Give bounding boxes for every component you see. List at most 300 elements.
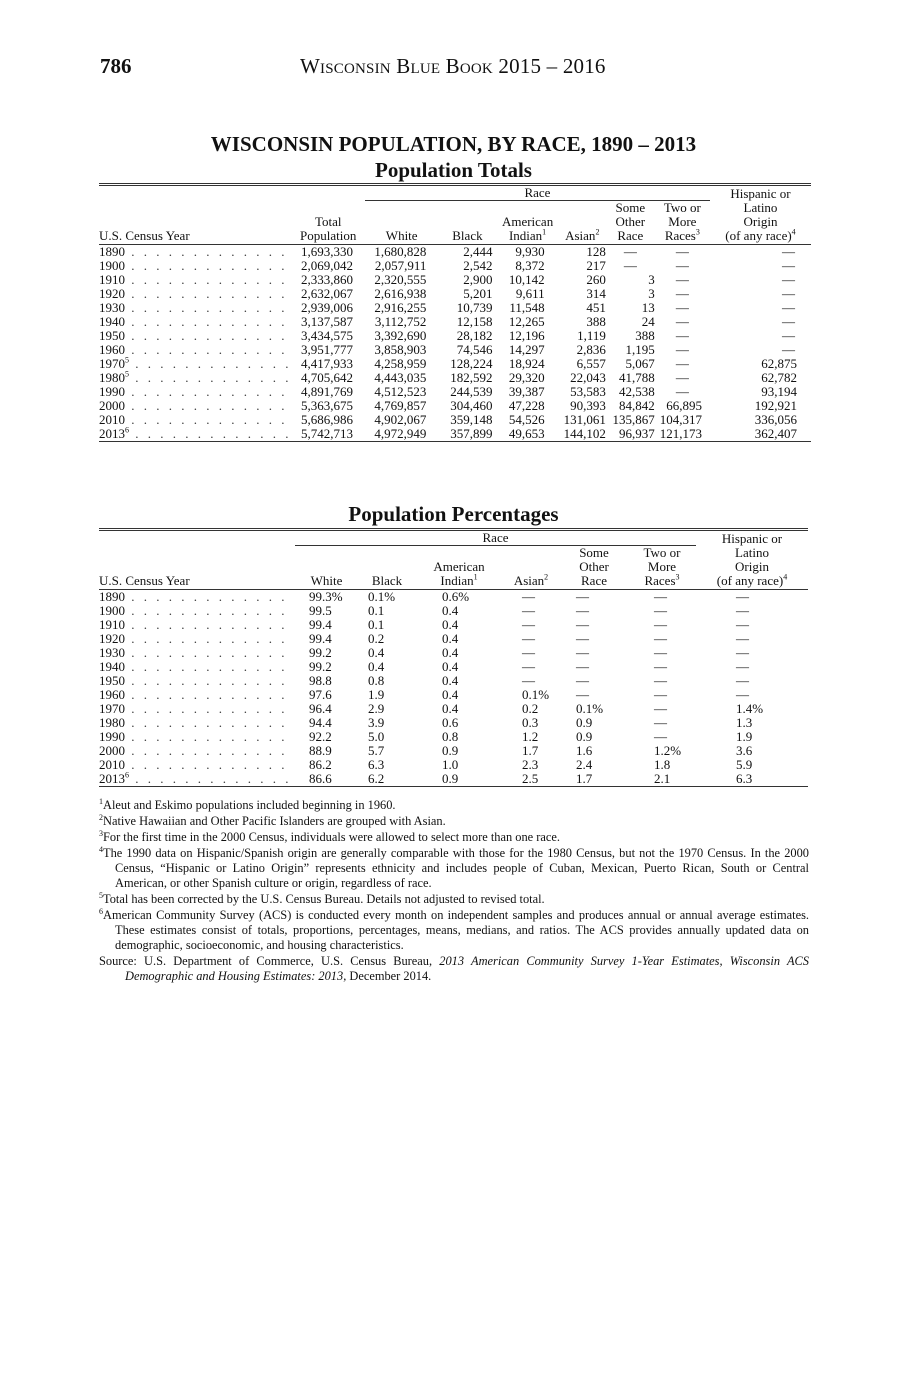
running-title-text: Wisconsin Blue Book 2015 – 2016	[300, 54, 606, 78]
pct-cell-hisp: —	[736, 645, 749, 660]
cell-other: 24	[641, 314, 655, 329]
cell-asian: 314	[586, 286, 606, 301]
cell-two: —	[675, 258, 689, 273]
totals-year-cell: 1900 . . . . . . . . . . . . .	[99, 258, 288, 273]
table-row	[99, 674, 808, 688]
pct-cell-amind: 0.4	[442, 673, 459, 688]
cell-other: 135,867	[612, 412, 655, 427]
footnote-3: $^3$For the first time in the 2000 Census, individuals were allowed to select more than one race.	[99, 828, 560, 844]
table-row	[99, 646, 808, 660]
pct-hisp-header-1: Hispanic or	[721, 530, 783, 546]
table-row	[99, 618, 808, 632]
footnotes	[99, 798, 809, 985]
pct-cell-other: 0.1%	[576, 701, 604, 716]
pct-cell-hisp: 3.6	[736, 743, 753, 758]
cell-white: 4,258,959	[374, 356, 427, 371]
pct-cell-asian: 1.2	[522, 729, 539, 744]
cell-hisp: —	[782, 314, 795, 329]
pct-cell-asian: —	[522, 603, 535, 618]
cell-hisp: 362,407	[754, 426, 797, 441]
cell-amind: 47,228	[508, 398, 545, 413]
cell-total: 3,434,575	[300, 328, 353, 343]
pct-cell-asian: —	[522, 673, 535, 688]
cell-other: 84,842	[619, 398, 655, 413]
cell-total: 4,705,642	[300, 370, 353, 385]
cell-black: 128,224	[450, 356, 493, 371]
pct-year-cell: 1900 . . . . . . . . . . . . .	[99, 603, 288, 618]
pct-two-header-2: More	[647, 559, 677, 574]
cell-black: 74,546	[456, 342, 493, 357]
cell-hisp: 93,194	[761, 384, 797, 399]
cell-total: 3,951,777	[300, 342, 353, 357]
pct-cell-two: —	[654, 701, 667, 716]
table-row	[99, 259, 811, 273]
other-header-3: Race	[606, 229, 655, 245]
pct-cell-amind: 0.4	[442, 645, 459, 660]
cell-white: 2,916,255	[374, 300, 427, 315]
population-percentages-table	[99, 528, 808, 787]
pct-cell-hisp: 6.3	[736, 771, 753, 786]
cell-hisp: —	[782, 286, 795, 301]
pct-cell-white: 86.2	[309, 757, 332, 772]
pct-cell-asian: —	[522, 589, 535, 604]
pct-year-cell: 1980 . . . . . . . . . . . . .	[99, 715, 288, 730]
cell-other: 96,937	[619, 426, 655, 441]
totals-year-cell: 1960 . . . . . . . . . . . . .	[99, 342, 288, 357]
table-row	[99, 744, 808, 758]
cell-total: 4,417,933	[300, 356, 353, 371]
totals-year-cell: 1910 . . . . . . . . . . . . .	[99, 272, 288, 287]
cell-white: 4,512,523	[374, 384, 427, 399]
pct-cell-white: 94.4	[309, 715, 332, 730]
footnote-1: $^1$Aleut and Eskimo populations included beginning in 1960.	[99, 796, 396, 812]
other-header-1: Some	[615, 200, 646, 215]
cell-asian: 90,393	[570, 398, 606, 413]
table-row	[99, 772, 808, 787]
totals-year-cell: 1970$^5$ . . . . . . . . . . . . .	[99, 355, 292, 371]
pct-cell-white: 98.8	[309, 673, 332, 688]
pct-cell-hisp: 1.3	[736, 715, 753, 730]
cell-total: 2,939,006	[300, 300, 353, 315]
footnote-2: $^2$Native Hawaiian and Other Pacific Islanders are grouped with Asian.	[99, 812, 446, 828]
cell-amind: 14,297	[508, 342, 545, 357]
pct-other-header-3: Race	[560, 574, 628, 590]
cell-black: 244,539	[450, 384, 493, 399]
pct-cell-white: 99.2	[309, 645, 332, 660]
cell-total: 2,069,042	[300, 258, 353, 273]
cell-total: 1,693,330	[300, 244, 353, 259]
table-row	[99, 385, 811, 399]
pct-cell-white: 86.6	[309, 771, 332, 786]
pct-cell-two: —	[654, 687, 667, 702]
pct-cell-white: 88.9	[309, 743, 332, 758]
pct-black-header: Black	[358, 574, 416, 590]
total-header-1: Total	[314, 214, 342, 229]
totals-year-cell: 1920 . . . . . . . . . . . . .	[99, 286, 288, 301]
cell-two: —	[675, 286, 689, 301]
table-row	[99, 301, 811, 315]
pct-cell-two: —	[654, 715, 667, 730]
pct-cell-asian: —	[522, 617, 535, 632]
cell-other: 42,538	[619, 384, 655, 399]
pct-cell-black: 6.3	[368, 757, 385, 772]
cell-asian: 144,102	[563, 426, 606, 441]
cell-other: 388	[635, 328, 655, 343]
pct-cell-asian: —	[522, 631, 535, 646]
pct-cell-white: 99.3%	[309, 589, 343, 604]
cell-hisp: —	[782, 342, 795, 357]
table-row	[99, 399, 811, 413]
cell-black: 2,900	[463, 272, 493, 287]
cell-two: —	[675, 300, 689, 315]
pct-other-header-2: Other	[579, 559, 609, 574]
cell-white: 4,769,857	[374, 398, 427, 413]
pct-cell-hisp: —	[736, 589, 749, 604]
pct-cell-black: 0.4	[368, 645, 385, 660]
cell-asian: 260	[586, 272, 606, 287]
pct-cell-hisp: —	[736, 617, 749, 632]
table-row	[99, 343, 811, 357]
pct-cell-asian: 0.2	[522, 701, 539, 716]
cell-two: 104,317	[659, 412, 702, 427]
pct-two-header-3: Races$^3$	[628, 574, 696, 590]
cell-asian: 1,119	[577, 328, 606, 343]
cell-hisp: —	[782, 258, 795, 273]
cell-white: 4,443,035	[374, 370, 427, 385]
pct-cell-black: 0.1%	[368, 589, 396, 604]
table-row	[99, 758, 808, 772]
pct-cell-other: 0.9	[576, 715, 593, 730]
total-header-2: Population	[292, 229, 365, 245]
pct-cell-black: 5.0	[368, 729, 385, 744]
totals-year-cell: 1940 . . . . . . . . . . . . .	[99, 314, 288, 329]
pct-two-header-1: Two or	[643, 545, 681, 560]
hisp-header-4: (of any race)$^4$	[710, 229, 811, 245]
totals-year-cell: 1990 . . . . . . . . . . . . .	[99, 384, 288, 399]
cell-amind: 12,196	[508, 328, 545, 343]
cell-hisp: —	[782, 272, 795, 287]
table-row	[99, 604, 808, 618]
pct-year-cell: 1990 . . . . . . . . . . . . .	[99, 729, 288, 744]
cell-amind: 9,611	[515, 286, 545, 301]
pct-cell-amind: 0.4	[442, 701, 459, 716]
cell-asian: 388	[586, 314, 606, 329]
pct-cell-amind: 0.4	[442, 603, 459, 618]
table-row	[99, 590, 808, 605]
cell-amind: 29,320	[508, 370, 545, 385]
pct-year-cell: 1890 . . . . . . . . . . . . .	[99, 589, 288, 604]
pct-year-cell: 1970 . . . . . . . . . . . . .	[99, 701, 288, 716]
cell-asian: 217	[586, 258, 606, 273]
cell-other: 41,788	[619, 370, 655, 385]
footnote-4: $^4$The 1990 data on Hispanic/Spanish origin are generally comparable with those for the 1980 Census, but not the 1970 Census. In the 2000 Census, “Hispanic or Latino Origin” represents ethnicity and includes people of Cuban, Mexican, Puerto Rican, South or Central American, or other Spanish culture or origin, regardless of race.	[99, 844, 809, 890]
pct-cell-amind: 1.0	[442, 757, 459, 772]
cell-other: 13	[641, 300, 655, 315]
cell-white: 3,858,903	[374, 342, 427, 357]
hisp-header-3: Origin	[743, 214, 778, 229]
cell-two: —	[675, 328, 689, 343]
cell-black: 357,899	[450, 426, 493, 441]
pct-cell-amind: 0.9	[442, 743, 459, 758]
pct-cell-white: 92.2	[309, 729, 332, 744]
cell-black: 182,592	[450, 370, 493, 385]
pct-cell-asian: —	[522, 659, 535, 674]
hisp-header-1: Hispanic or	[730, 185, 791, 201]
cell-white: 3,392,690	[374, 328, 427, 343]
pct-hisp-header-2: Latino	[735, 545, 769, 560]
cell-black: 2,444	[463, 244, 493, 259]
cell-two: —	[675, 272, 689, 287]
footnote-6: $^6$American Community Survey (ACS) is conducted every month on independent samples and produces annual or annual average estimates. These estimates consist of totals, proportions, percentages, means, medians, and ratios. The ACS provides annually updated data on demographic, socioeconomic, and housing characteristics.	[99, 906, 809, 952]
population-totals-table	[99, 183, 811, 442]
pct-cell-amind: 0.4	[442, 659, 459, 674]
pct-cell-hisp: —	[736, 603, 749, 618]
pct-year-cell: 2000 . . . . . . . . . . . . .	[99, 743, 288, 758]
pct-cell-other: 0.9	[576, 729, 593, 744]
pct-cell-amind: 0.6%	[442, 589, 470, 604]
cell-hisp: 62,782	[761, 370, 797, 385]
pct-cell-two: —	[654, 659, 667, 674]
cell-asian: 131,061	[563, 412, 606, 427]
cell-amind: 39,387	[508, 384, 545, 399]
pct-amind-header-1: American	[433, 559, 485, 574]
cell-hisp: 62,875	[761, 356, 797, 371]
pct-year-cell: 1920 . . . . . . . . . . . . .	[99, 631, 288, 646]
pct-cell-other: —	[576, 659, 589, 674]
cell-hisp: 192,921	[754, 398, 797, 413]
cell-total: 5,742,713	[300, 426, 353, 441]
pct-cell-black: 2.9	[368, 701, 385, 716]
pct-cell-two: 1.2%	[654, 743, 682, 758]
totals-title: Population Totals	[375, 158, 532, 182]
two-header-2: More	[668, 214, 697, 229]
table-row	[99, 730, 808, 744]
pct-cell-amind: 0.9	[442, 771, 459, 786]
cell-amind: 54,526	[508, 412, 545, 427]
pct-cell-other: —	[576, 617, 589, 632]
cell-other: 3	[648, 272, 655, 287]
cell-black: 10,739	[456, 300, 493, 315]
percentages-title: Population Percentages	[348, 502, 559, 526]
cell-black: 28,182	[456, 328, 493, 343]
pct-asian-header: Asian$^2$	[502, 574, 560, 590]
pct-cell-two: —	[654, 631, 667, 646]
pct-hisp-header-4: (of any race)$^4$	[696, 574, 808, 590]
table-row	[99, 315, 811, 329]
pct-hisp-header-3: Origin	[735, 559, 769, 574]
totals-year-cell: 2010 . . . . . . . . . . . . .	[99, 412, 288, 427]
pct-cell-white: 99.4	[309, 617, 332, 632]
pct-other-header-1: Some	[579, 545, 609, 560]
pct-year-cell: 1930 . . . . . . . . . . . . .	[99, 645, 288, 660]
two-header-3: Races$^3$	[655, 229, 710, 245]
cell-white: 1,680,828	[374, 244, 427, 259]
pct-cell-two: 1.8	[654, 757, 671, 772]
pct-cell-black: 0.1	[368, 603, 385, 618]
cell-other: 1,195	[625, 342, 655, 357]
cell-amind: 11,548	[509, 300, 545, 315]
cell-two: —	[675, 314, 689, 329]
pct-cell-hisp: 1.4%	[736, 701, 764, 716]
cell-black: 2,542	[463, 258, 493, 273]
pct-cell-white: 97.6	[309, 687, 332, 702]
asian-header: Asian$^2$	[559, 229, 606, 245]
pct-white-header: White	[295, 574, 358, 590]
cell-amind: 9,930	[515, 244, 545, 259]
hisp-header-2: Latino	[743, 200, 778, 215]
table-row	[99, 287, 811, 301]
pct-cell-other: —	[576, 673, 589, 688]
totals-year-cell: 1980$^5$ . . . . . . . . . . . . .	[99, 369, 292, 385]
pct-cell-other: —	[576, 687, 589, 702]
table-row	[99, 660, 808, 674]
cell-asian: 53,583	[570, 384, 606, 399]
cell-black: 12,158	[456, 314, 493, 329]
cell-other: 3	[648, 286, 655, 301]
pct-cell-two: —	[654, 729, 667, 744]
table-row	[99, 632, 808, 646]
pct-cell-black: 0.2	[368, 631, 385, 646]
cell-total: 2,333,860	[300, 272, 353, 287]
pct-cell-asian: 2.3	[522, 757, 539, 772]
pct-cell-black: 6.2	[368, 771, 385, 786]
pct-cell-other: —	[576, 631, 589, 646]
main-title: WISCONSIN POPULATION, BY RACE, 1890 – 2013	[210, 132, 697, 156]
table-row	[99, 716, 808, 730]
running-title	[300, 54, 606, 79]
pct-cell-amind: 0.4	[442, 687, 459, 702]
cell-other: 5,067	[625, 356, 655, 371]
amind-header-1: American	[501, 214, 554, 229]
black-header: Black	[438, 229, 496, 245]
totals-year-cell: 1930 . . . . . . . . . . . . .	[99, 300, 288, 315]
two-header-1: Two or	[663, 200, 701, 215]
footnote-list	[99, 798, 809, 953]
cell-total: 4,891,769	[300, 384, 353, 399]
table-row	[99, 357, 811, 371]
amind-header-2: Indian$^1$	[496, 229, 558, 245]
cell-black: 359,148	[450, 412, 493, 427]
pct-amind-header-2: Indian$^1$	[416, 574, 502, 590]
table-row	[99, 413, 811, 427]
white-header: White	[365, 229, 438, 245]
cell-two: 121,173	[659, 426, 702, 441]
pct-year-cell: 1950 . . . . . . . . . . . . .	[99, 673, 288, 688]
table-row	[99, 688, 808, 702]
cell-two: —	[675, 244, 689, 259]
pct-cell-hisp: —	[736, 659, 749, 674]
pct-cell-amind: 0.4	[442, 617, 459, 632]
cell-hisp: —	[782, 300, 795, 315]
pct-cell-other: 1.6	[576, 743, 593, 758]
cell-amind: 18,924	[508, 356, 545, 371]
cell-asian: 22,043	[570, 370, 606, 385]
cell-black: 304,460	[450, 398, 493, 413]
cell-two: —	[675, 370, 689, 385]
cell-total: 5,363,675	[300, 398, 353, 413]
cell-asian: 2,836	[576, 342, 606, 357]
pct-cell-black: 5.7	[368, 743, 385, 758]
pct-cell-asian: 2.5	[522, 771, 539, 786]
cell-white: 2,616,938	[374, 286, 427, 301]
cell-asian: 6,557	[576, 356, 606, 371]
pct-cell-hisp: 5.9	[736, 757, 753, 772]
pct-cell-white: 96.4	[309, 701, 332, 716]
cell-hisp: 336,056	[754, 412, 797, 427]
pct-year-cell: 2013$^6$ . . . . . . . . . . . . .	[99, 770, 292, 786]
pct-cell-asian: —	[522, 645, 535, 660]
cell-other: —	[623, 258, 637, 273]
totals-year-cell: 1950 . . . . . . . . . . . . .	[99, 328, 288, 343]
cell-hisp: —	[782, 244, 795, 259]
pct-year-cell: 1940 . . . . . . . . . . . . .	[99, 659, 288, 674]
source-note: Source: U.S. Department of Commerce, U.S. Census Bureau, 2013 American Community Survey 1-Year Estimates, Wisconsin ACS Demographic and Housing Estimates: 2013, December 2014.	[99, 954, 809, 983]
cell-amind: 8,372	[515, 258, 545, 273]
cell-other: —	[623, 244, 637, 259]
cell-white: 4,902,067	[374, 412, 427, 427]
cell-two: —	[675, 342, 689, 357]
table-row	[99, 273, 811, 287]
pct-cell-asian: 0.3	[522, 715, 539, 730]
pct-cell-hisp: —	[736, 687, 749, 702]
pct-cell-black: 0.4	[368, 659, 385, 674]
pct-cell-other: 2.4	[576, 757, 593, 772]
pct-year-header: U.S. Census Year	[99, 574, 295, 590]
cell-white: 4,972,949	[374, 426, 427, 441]
cell-amind: 49,653	[508, 426, 545, 441]
pct-cell-two: 2.1	[654, 771, 671, 786]
cell-asian: 128	[586, 244, 606, 259]
other-header-2: Other	[615, 214, 646, 229]
race-group-header: Race	[365, 185, 710, 201]
table-row	[99, 371, 811, 385]
pct-cell-two: —	[654, 645, 667, 660]
totals-year-cell: 2013$^6$ . . . . . . . . . . . . .	[99, 425, 292, 441]
cell-asian: 451	[586, 300, 606, 315]
pct-year-cell: 1960 . . . . . . . . . . . . .	[99, 687, 288, 702]
cell-white: 2,057,911	[374, 258, 427, 273]
table-row	[99, 245, 811, 260]
footnote-5: $^5$Total has been corrected by the U.S. Census Bureau. Details not adjusted to revised total.	[99, 890, 545, 906]
cell-total: 2,632,067	[300, 286, 353, 301]
pct-cell-black: 1.9	[368, 687, 385, 702]
year-header: U.S. Census Year	[99, 229, 292, 245]
pct-year-cell: 1910 . . . . . . . . . . . . .	[99, 617, 288, 632]
table-row	[99, 427, 811, 442]
cell-two: —	[675, 356, 689, 371]
cell-black: 5,201	[463, 286, 493, 301]
pct-cell-two: —	[654, 617, 667, 632]
totals-year-cell: 2000 . . . . . . . . . . . . .	[99, 398, 288, 413]
pct-cell-white: 99.5	[309, 603, 332, 618]
cell-two: 66,895	[666, 398, 702, 413]
cell-hisp: —	[782, 328, 795, 343]
pct-cell-black: 3.9	[368, 715, 385, 730]
race-group-header-pct: Race	[295, 530, 696, 546]
page-number: 786	[100, 54, 132, 78]
pct-cell-black: 0.1	[368, 617, 385, 632]
cell-total: 3,137,587	[300, 314, 353, 329]
pct-cell-hisp: —	[736, 631, 749, 646]
totals-year-cell: 1890 . . . . . . . . . . . . .	[99, 244, 288, 259]
pct-cell-asian: 0.1%	[522, 687, 550, 702]
pct-cell-other: —	[576, 645, 589, 660]
cell-white: 2,320,555	[374, 272, 427, 287]
pct-cell-white: 99.4	[309, 631, 332, 646]
pct-cell-asian: 1.7	[522, 743, 539, 758]
pct-cell-amind: 0.8	[442, 729, 459, 744]
pct-cell-hisp: —	[736, 673, 749, 688]
